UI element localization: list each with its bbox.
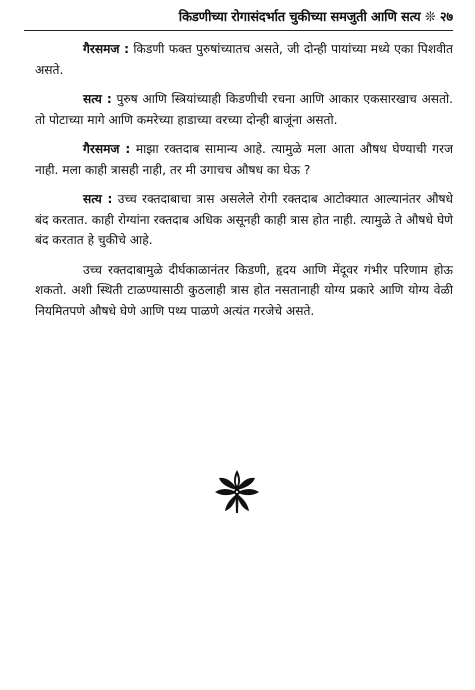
asterism-icon: ❊	[424, 10, 436, 25]
fact-label: सत्य :	[83, 92, 112, 106]
myth-label: गैरसमज :	[83, 42, 130, 56]
myth-text: माझा रक्तदाब सामान्य आहे. त्यामुळे मला आता औषध घेण्याची गरज नाही. मला काही त्रासही नाही, तर मी उगाचच औषध का घेऊ ?	[35, 142, 453, 177]
myth-paragraph-2	[35, 139, 453, 180]
fact-label: सत्य :	[83, 192, 113, 206]
page-body	[35, 39, 453, 330]
header-rule	[24, 30, 453, 31]
fact-text: उच्च रक्तदाबाचा त्रास असलेले रोगी रक्तदाब आटोक्यात आल्यानंतर औषधे बंद करतात. काही रोग्यांना रक्तदाब अधिक असूनही काही त्रास होत नाही. त्यामुळे ते औषधे घेणे बंद करतात हे चुकीचे आहे.	[35, 192, 453, 247]
page-number: २७	[439, 10, 453, 25]
myth-label: गैरसमज :	[83, 142, 131, 156]
fact-paragraph-2	[35, 189, 453, 251]
fact-paragraph-1	[35, 89, 453, 130]
fact-text: पुरुष आणि स्त्रियांच्याही किडणीची रचना आणि आकार एकसारखाच असतो. तो पोटाच्या मागे आणि कमरेच्या हाडाच्या वरच्या दोन्ही बाजूंना असतो.	[35, 92, 453, 127]
running-title: किडणीच्या रोगासंदर्भात चुकीच्या समजुती आणि सत्य	[178, 10, 421, 25]
myth-text: किडणी फक्त पुरुषांच्यातच असते, जी दोन्ही पायांच्या मध्ये एका पिशवीत असते.	[35, 42, 453, 77]
running-head	[24, 9, 453, 27]
floral-ornament-icon	[212, 466, 262, 516]
myth-paragraph-1	[35, 39, 453, 80]
closing-paragraph	[35, 260, 453, 322]
closing-text: उच्च रक्तदाबामुळे दीर्घकाळानंतर किडणी, हृदय आणि मेंदूवर गंभीर परिणाम होऊ शकतो. अशी स्थिती टाळण्यासाठी कुठलाही त्रास होत नसतानाही योग्य प्रकारे आणि योग्य वेळी नियमितपणे औषधे घेणे आणि पथ्य पाळणे अत्यंत गरजेचे असते.	[35, 262, 453, 318]
